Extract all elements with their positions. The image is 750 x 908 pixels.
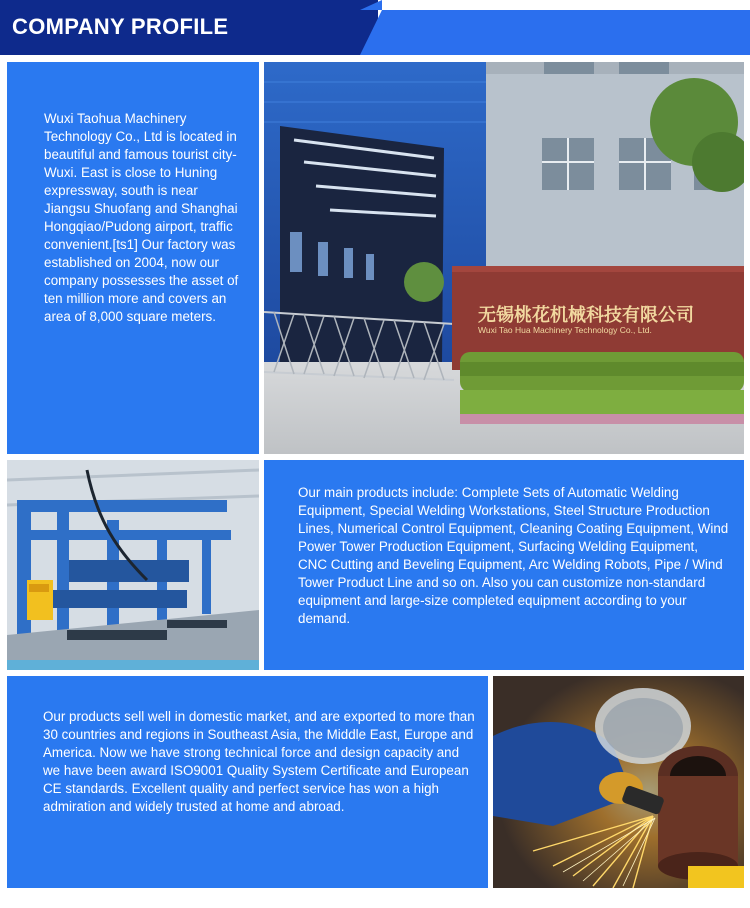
export-markets-text: Our products sell well in domestic market, and are exported to more than 30 countries and regions in Southeast Asia, the Middle East, Europe and America. Now we have strong technical force and design capacity and we have been award ISO9001 Quality System Certificate and European CE standards. Excellent quality and perfect service has won a high admiration and widely trusted at home and abroad.	[43, 709, 475, 814]
export-markets-panel	[7, 676, 488, 888]
main-products-text: Our main products include: Complete Sets of Automatic Welding Equipment, Special Welding Workstations, Steel Structure Production Lines, Numerical Control Equipment, Cleaning Coating Equipment, Wind Power Tower Production Equipment, Surfacing Welding Equipment, CNC Cutting and Beveling Equipment, Arc Welding Robots, Pipe / Wind Tower Product Line and so on. Also you can customize non-standard equipment and large-size completed equipment according to your demand.	[298, 485, 729, 626]
page-title: COMPANY PROFILE	[12, 14, 229, 39]
factory-building-photo	[264, 62, 744, 454]
workshop-machinery-photo	[7, 460, 259, 670]
factory-sign-english: Wuxi Tao Hua Machinery Technology Co., Ltd.	[478, 325, 652, 335]
company-intro-text: Wuxi Taohua Machinery Technology Co., Ltd is located in beautiful and famous tourist city-Wuxi. East is close to Huning expressway, south is near Jiangsu Shuofang and Shanghai Hongqiao/Pudong airport, traffic convenient.[ts1] Our factory was established on 2004, now our company possesses the asset of ten million more and covers an area of 8,000 square meters.	[44, 111, 239, 324]
company-intro-panel	[7, 62, 259, 454]
main-products-panel	[264, 460, 744, 670]
factory-sign-chinese: 无锡桃花机械科技有限公司	[478, 305, 694, 326]
header-accent-bar	[360, 10, 750, 55]
welder-grinding-photo	[493, 676, 744, 888]
